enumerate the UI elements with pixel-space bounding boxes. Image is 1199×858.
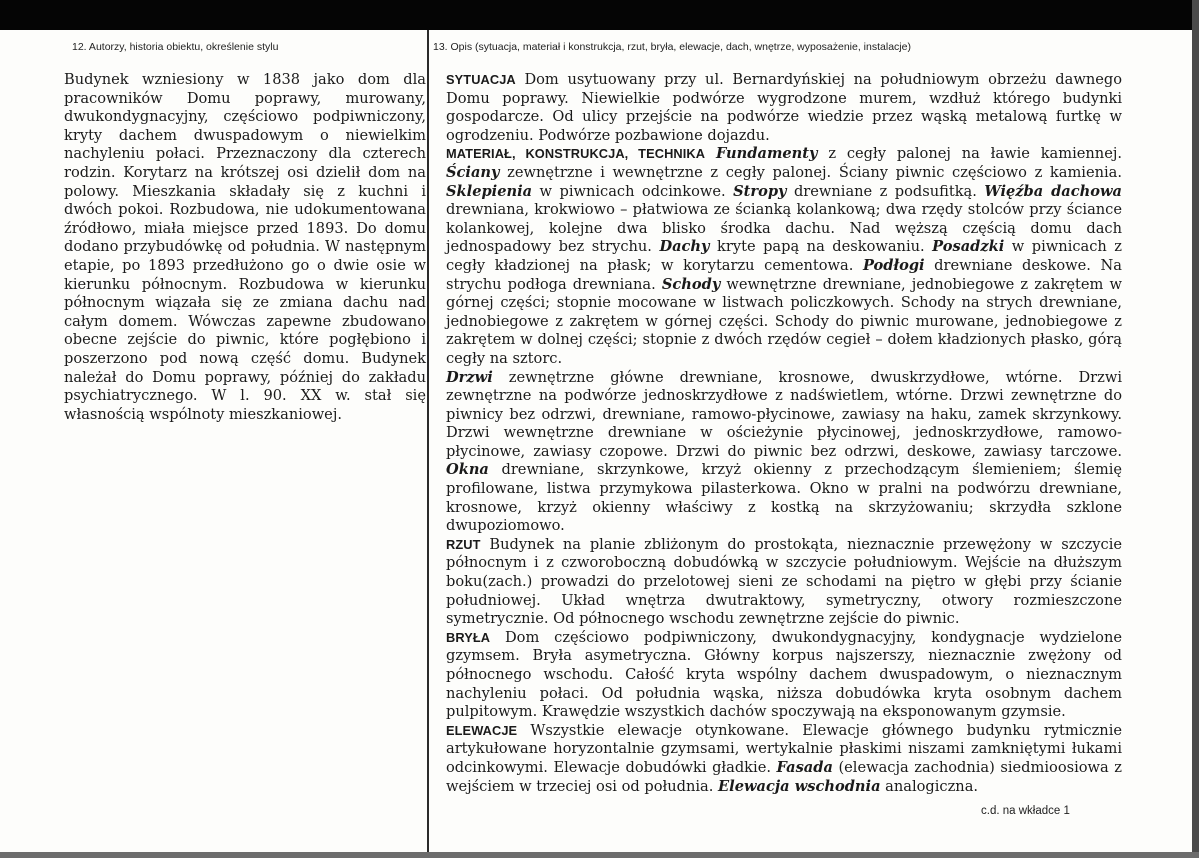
sciany-text: zewnętrzne i wewnętrzne z cegły palonej. Ściany piwnic częściowo z kamienia. bbox=[499, 163, 1122, 181]
podlogi-keyword: Podłogi bbox=[862, 256, 925, 274]
description-section-header: 13. Opis (sytuacja, materiał i konstrukcja, rzut, bryła, elewacje, dach, wnętrze, wyposażenie, instalacje) bbox=[433, 41, 911, 53]
sklepienia-text: w piwnicach odcinkowe. bbox=[532, 182, 734, 200]
okna-text: drewniane, skrzynkowe, krzyż okienny z przechodzącym ślemieniem; ślemię profilowane, listwa przymykowa pilasterkowa. Okno w pralni na podwórzu drewniane, krosnowe, krzyż okienny właściwy z kostką na skrzyżowaniu; skrzydła szklone dwupoziomowo. bbox=[446, 461, 1122, 535]
bryla-text: Dom częściowo podpiwniczony, dwukondygnacyjny, kondygnacje wydzielone gzymsem. Bryła asymetryczna. Główny korpus najszerszy, nieznacznie zwężony od północnego wschodu. Całość kryta wspólny dachem dwuspadowym, o nieznacznym nachyleniu połaci. Od południa wąska, niższa dobudówka kryta osobnym dachem pulpitowym. Krawędzie wszystkich dachów spoczywają na eksponowanym gzymsie. bbox=[446, 628, 1122, 721]
elewacja-wschodnia-keyword: Elewacja wschodnia bbox=[718, 777, 881, 795]
drzwi-keyword: Drzwi bbox=[446, 368, 493, 386]
elewacje-label: ELEWACJE bbox=[446, 722, 518, 738]
okna-keyword: Okna bbox=[446, 461, 489, 479]
rzut-label: RZUT bbox=[446, 536, 481, 552]
sytuacja-label: SYTUACJA bbox=[446, 72, 516, 87]
sklepienia-keyword: Sklepienia bbox=[446, 182, 533, 200]
material-label: MATERIAŁ, KONSTRUKCJA, TECHNIKA bbox=[446, 146, 706, 162]
stropy-keyword: Stropy bbox=[733, 182, 787, 200]
elewacja-wschodnia-text: analogiczna. bbox=[880, 777, 979, 795]
schody-keyword: Schody bbox=[661, 275, 721, 293]
wiezba-keyword: Więźba dachowa bbox=[984, 182, 1123, 200]
scan-border-right bbox=[1192, 0, 1199, 858]
bryla-label: BRYŁA bbox=[446, 629, 491, 645]
elewacje-text: Wszystkie elewacje otynkowane. Elewacje głównego budynku rytmicznie artykułowane horyzontalnie gzymsami, wertykalnie płaskimi niszami zamkniętymi łukami odcinkowymi. Elewacje dobudówki gładkie. bbox=[446, 721, 1122, 776]
podlogi-text: drewniane deskowe. Na strychu podłoga drewniana. bbox=[446, 256, 1122, 293]
sytuacja-paragraph bbox=[446, 71, 1122, 145]
elewacje-paragraph bbox=[446, 722, 1122, 796]
posadzki-text: w piwnicach z cegły kładzionej na płask; w korytarzu cementowa. bbox=[446, 238, 1122, 274]
history-text: Budynek wzniesiony w 1838 jako dom dla pracowników Domu poprawy, murowany, dwukondygnacyjny, częściowo podpiwniczony, kryty dachem dwuspadowym o niewielkim nachyleniu połaci. Przeznaczony dla czterech rodzin. Korytarz na krótszej osi dzielił dom na polowy. Mieszkania składały się z kuchni i dwóch pokoi. Rozbudowa, nie udokumentowana źródłowo, miała miejsce przed 1893. Do domu dodano przybudówkę od południa. W następnym etapie, po 1893 przedłużono go o dwie osie w kierunku północnym. Rozbudowa w kierunku północnym wiązała się ze zmiana dachu nad całym domem. Wówczas zapewne zbudowano obecne zejście do piwnic, które pogłębiono i poszerzono pod nową część domu. Budynek należał do Domu poprawy, później do zakładu psychiatrycznego. W l. 90. XX w. stał się własnością wspólnoty mieszkaniowej. bbox=[64, 71, 426, 423]
sytuacja-text: Dom usytuowany przy ul. Bernardyńskiej na południowym obrzeżu dawnego Domu poprawy. Niewielkie podwórze wygrodzone murem, wzdłuż którego budynki gospodarcze. Od ulicy przejście na podwórze wiedzie przez wąską metalową furtkę w ogrodzeniu. Podwórze pozbawione dojazdu. bbox=[446, 71, 1122, 144]
scan-border-top bbox=[0, 0, 1199, 30]
drzwi-text: zewnętrzne główne drewniane, krosnowe, dwuskrzydłowe, wtórne. Drzwi zewnętrzne na podwórze jednoskrzydłowe z nadświetlem, wtórne. Drzwi zewnętrzne do piwnicy bez odrzwi, drewniane, ramowo-płycinowe, zawiasy na haku, zamek skrzynkowy. Drzwi wewnętrzne drewniane w ościeżynie płycinowej, jednoskrzydłowe, ramowo-płycinowe, zawiasy czopowe. Drzwi do piwnic bez odrzwi, deskowe, zawiasy tarczowe. bbox=[446, 368, 1122, 460]
dachy-text: kryte papą na deskowaniu. bbox=[709, 238, 933, 256]
rzut-paragraph bbox=[446, 536, 1122, 629]
bryla-paragraph bbox=[446, 629, 1122, 722]
scan-border-bottom bbox=[0, 852, 1199, 858]
history-section-header: 12. Autorzy, historia obiektu, określenie stylu bbox=[72, 41, 279, 53]
posadzki-keyword: Posadzki bbox=[932, 238, 1005, 256]
fasada-text: (elewacja zachodnia) siedmioosiowa z wejściem w trzeciej osi od południa. bbox=[446, 758, 1122, 795]
drzwi-paragraph bbox=[446, 369, 1122, 536]
rzut-text: Budynek na planie zbliżonym do prostokąta, nieznacznie przewężony w szczycie północnym i z czworoboczną dobudówką w szczycie południowym. Wejście na dłuższym boku(zach.) prowadzi do przelotowej sieni ze schodami na piętro w głębi przy ścianie południowej. Układ wnętrza dwutraktowy, symetryczny, otwory rozmieszczone symetrycznie. Od północnego wschodu zewnętrzne zejście do piwnic. bbox=[446, 535, 1122, 628]
fasada-keyword: Fasada bbox=[776, 758, 833, 776]
stropy-text: drewniane z podsufitką. bbox=[786, 182, 985, 200]
fundamenty-keyword: Fundamenty bbox=[715, 145, 818, 163]
schody-text: wewnętrzne drewniane, jednobiegowe z zakrętem w górnej części; stopnie mocowane w listwach policzkowych. Schody na strych drewniane, jednobiegowe z zakrętem w górnej części. Schody do piwnic murowane, jednobiegowe z zakrętem w dolnej części; stopnie z dwóch rzędów cegieł – dołem kładzionych płasko, górą cegły na sztorc. bbox=[446, 275, 1122, 367]
fundamenty-text: z cegły palonej na ławie kamiennej. bbox=[817, 145, 1122, 163]
wiezba-text: drewniana, krokwiowo – płatwiowa ze ścianką kolankową; dwa rzędy stolców przy ściance kolankowej, kolejne dwa blisko środka dachu. Nad węższą częścią domu dach jednospadowy bez strychu. bbox=[446, 201, 1122, 256]
material-paragraph bbox=[446, 145, 1122, 368]
sciany-keyword: Ściany bbox=[446, 163, 500, 181]
description-column bbox=[446, 71, 1122, 796]
column-divider bbox=[427, 30, 429, 852]
dachy-keyword: Dachy bbox=[659, 238, 710, 256]
continuation-note: c.d. na wkładce 1 bbox=[981, 805, 1070, 817]
